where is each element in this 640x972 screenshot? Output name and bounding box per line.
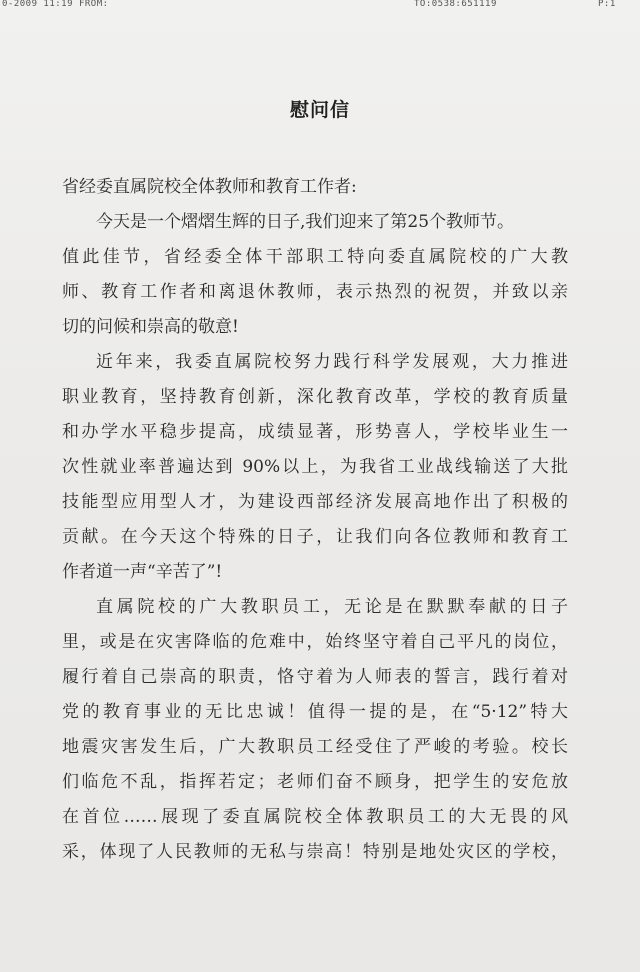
paragraph-line: 值此佳节，省经委全体干部职工特向委直属院校的广大教 [62, 247, 568, 267]
paragraph-line: 和办学水平稳步提高，成绩显著，形势喜人，学校毕业生一 [62, 422, 568, 442]
paragraph-line: 近年来，我委直属院校努力践行科学发展观，大力推进 [96, 352, 568, 372]
fax-timestamp: 0-2009 11:19 FROM: [2, 0, 109, 9]
paragraph-line: 党的教育事业的无比忠诚！值得一提的是，在“5·12”特大 [62, 702, 568, 722]
paragraph-line: 今天是一个熠熠生辉的日子,我们迎来了第25个教师节。 [96, 212, 515, 232]
paragraph-line: 在首位……展现了委直属院校全体教职员工的大无畏的风 [62, 807, 568, 827]
paragraph-line: 们临危不乱，指挥若定；老师们奋不顾身，把学生的安危放 [62, 772, 568, 792]
letter-body [62, 170, 568, 870]
paragraph-line: 地震灾害发生后，广大教职员工经受住了严峻的考验。校长 [62, 737, 568, 757]
paragraph-line: 职业教育，坚持教育创新，深化教育改革，学校的教育质量 [62, 387, 568, 407]
fax-header [0, 0, 640, 14]
letter-salutation: 省经委直属院校全体教师和教育工作者: [62, 177, 357, 197]
letter-title: 慰问信 [289, 99, 350, 121]
fax-recipient: TO:0538:651119 [414, 0, 497, 9]
paragraph-line: 里，或是在灾害降临的危难中，始终坚守着自己平凡的岗位， [62, 632, 568, 652]
paragraph-line: 贡献。在今天这个特殊的日子，让我们向各位教师和教育工 [62, 527, 568, 547]
fax-page-number: P:1 [598, 0, 616, 9]
paragraph-line: 直属院校的广大教职员工，无论是在默默奉献的日子 [96, 597, 568, 617]
paragraph-line: 采，体现了人民教师的无私与崇高！特别是地处灾区的学校， [62, 842, 568, 862]
paragraph-line: 作者道一声“辛苦了”! [62, 562, 223, 582]
paragraph-line: 次性就业率普遍达到 90%以上，为我省工业战线输送了大批 [62, 457, 568, 477]
paragraph-line: 技能型应用型人才，为建设西部经济发展高地作出了积极的 [62, 492, 568, 512]
paragraph-line: 切的问候和崇高的敬意! [62, 317, 239, 337]
paragraph-line: 师、教育工作者和离退休教师，表示热烈的祝贺，并致以亲 [62, 282, 568, 302]
paragraph-line: 履行着自己崇高的职责，恪守着为人师表的誓言，践行着对 [62, 667, 568, 687]
